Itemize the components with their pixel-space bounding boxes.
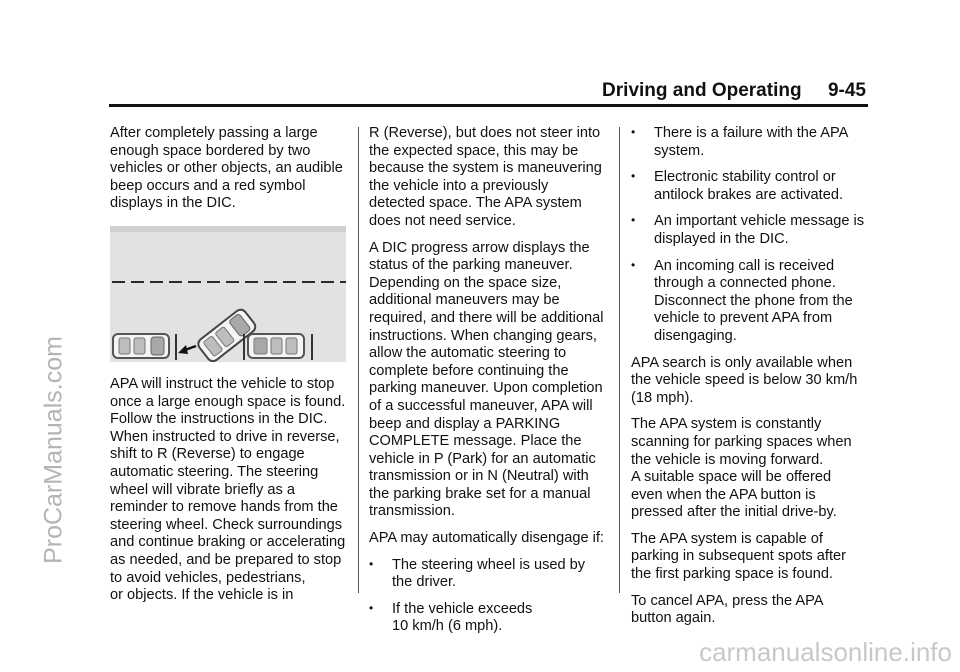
parked-car-right-icon <box>248 334 304 358</box>
bullet-item <box>631 125 871 160</box>
column-3 <box>631 125 871 637</box>
paragraph: APA will instruct the vehicle to stop once a large enough space is found. Follow the instructions in the DIC. When instructed to drive in reverse, shift to R (Reverse) to engage automatic steering. The steering wheel will vibrate briefly as a reminder to remove hands from the steering wheel. Check surroundings and continue braking or accelerating as needed, and be prepared to stop to avoid vehicles, pedestrians, or objects. If the vehicle is in <box>110 375 346 604</box>
paragraph: To cancel APA, press the APA button again. <box>631 592 824 627</box>
column-1 <box>110 125 350 614</box>
bullet-text: The steering wheel is used by the driver. <box>392 556 586 591</box>
bullet-icon: • <box>369 600 374 615</box>
bullet-item <box>369 601 609 636</box>
footer-watermark: carmanualsonline.info <box>699 637 952 667</box>
vertical-watermark: ProCarManuals.com <box>39 336 68 564</box>
header-rule <box>109 104 868 107</box>
paragraph: A DIC progress arrow displays the status of the parking maneuver. Depending on the space size, additional maneuvers may be required, and there will be additional instructions. When changing gears, allow the automatic steering to complete before continuing the parking maneuver. Upon completion of a successful maneuver, APA will beep and display a PARKING COMPLETE message. Place the vehicle in P (Park) for an automatic transmission or in N (Neutral) with the parking brake set for a manual transmission. <box>369 239 604 520</box>
paragraph: APA search is only available when the vehicle speed is below 30 km/h (18 mph). <box>631 354 858 406</box>
bullet-text: There is a failure with the APA system. <box>654 125 849 159</box>
bullet-item <box>631 169 871 204</box>
parked-car-left-icon <box>113 334 169 358</box>
bullet-item <box>369 557 609 592</box>
paragraph: The APA system is capable of parking in subsequent spots after the first parking space is found. <box>631 530 846 583</box>
bullet-icon: • <box>631 169 636 184</box>
bullet-text: An incoming call is received through a connected phone. Disconnect the phone from the vehicle to prevent APA from disengaging. <box>654 257 853 344</box>
bullet-text: Electronic stability control or antilock brakes are activated. <box>654 169 844 203</box>
dic-parking-illustration <box>110 226 346 362</box>
bullet-text: If the vehicle exceeds 10 km/h (6 mph). <box>392 600 533 635</box>
bullet-icon: • <box>631 257 636 272</box>
bullet-text: An important vehicle message is displayed in the DIC. <box>654 213 865 247</box>
parking-diagram-icon <box>110 226 346 362</box>
paragraph: APA may automatically disengage if: <box>369 530 604 547</box>
paragraph: R (Reverse), but does not steer into the expected space, this may be because the system is maneuvering the vehicle into a previously detected space. The APA system does not need service. <box>369 125 602 229</box>
page-header: Driving and Operating 9-45 <box>602 80 866 101</box>
paragraph: After completely passing a large enough space bordered by two vehicles or other objects, an audible beep occurs and a red symbol displays in the DIC. <box>110 125 343 212</box>
bullet-icon: • <box>631 125 636 139</box>
column-2 <box>369 125 609 645</box>
column-divider-1 <box>358 127 359 593</box>
bullet-icon: • <box>631 213 636 228</box>
bullet-item <box>631 213 871 248</box>
bullet-item <box>631 258 871 346</box>
column-divider-2 <box>619 127 620 593</box>
bullet-icon: • <box>369 556 374 571</box>
paragraph: The APA system is constantly scanning for parking spaces when the vehicle is moving forward. A suitable space will be offered even when the APA button is pressed after the initial drive-by. <box>631 416 852 521</box>
